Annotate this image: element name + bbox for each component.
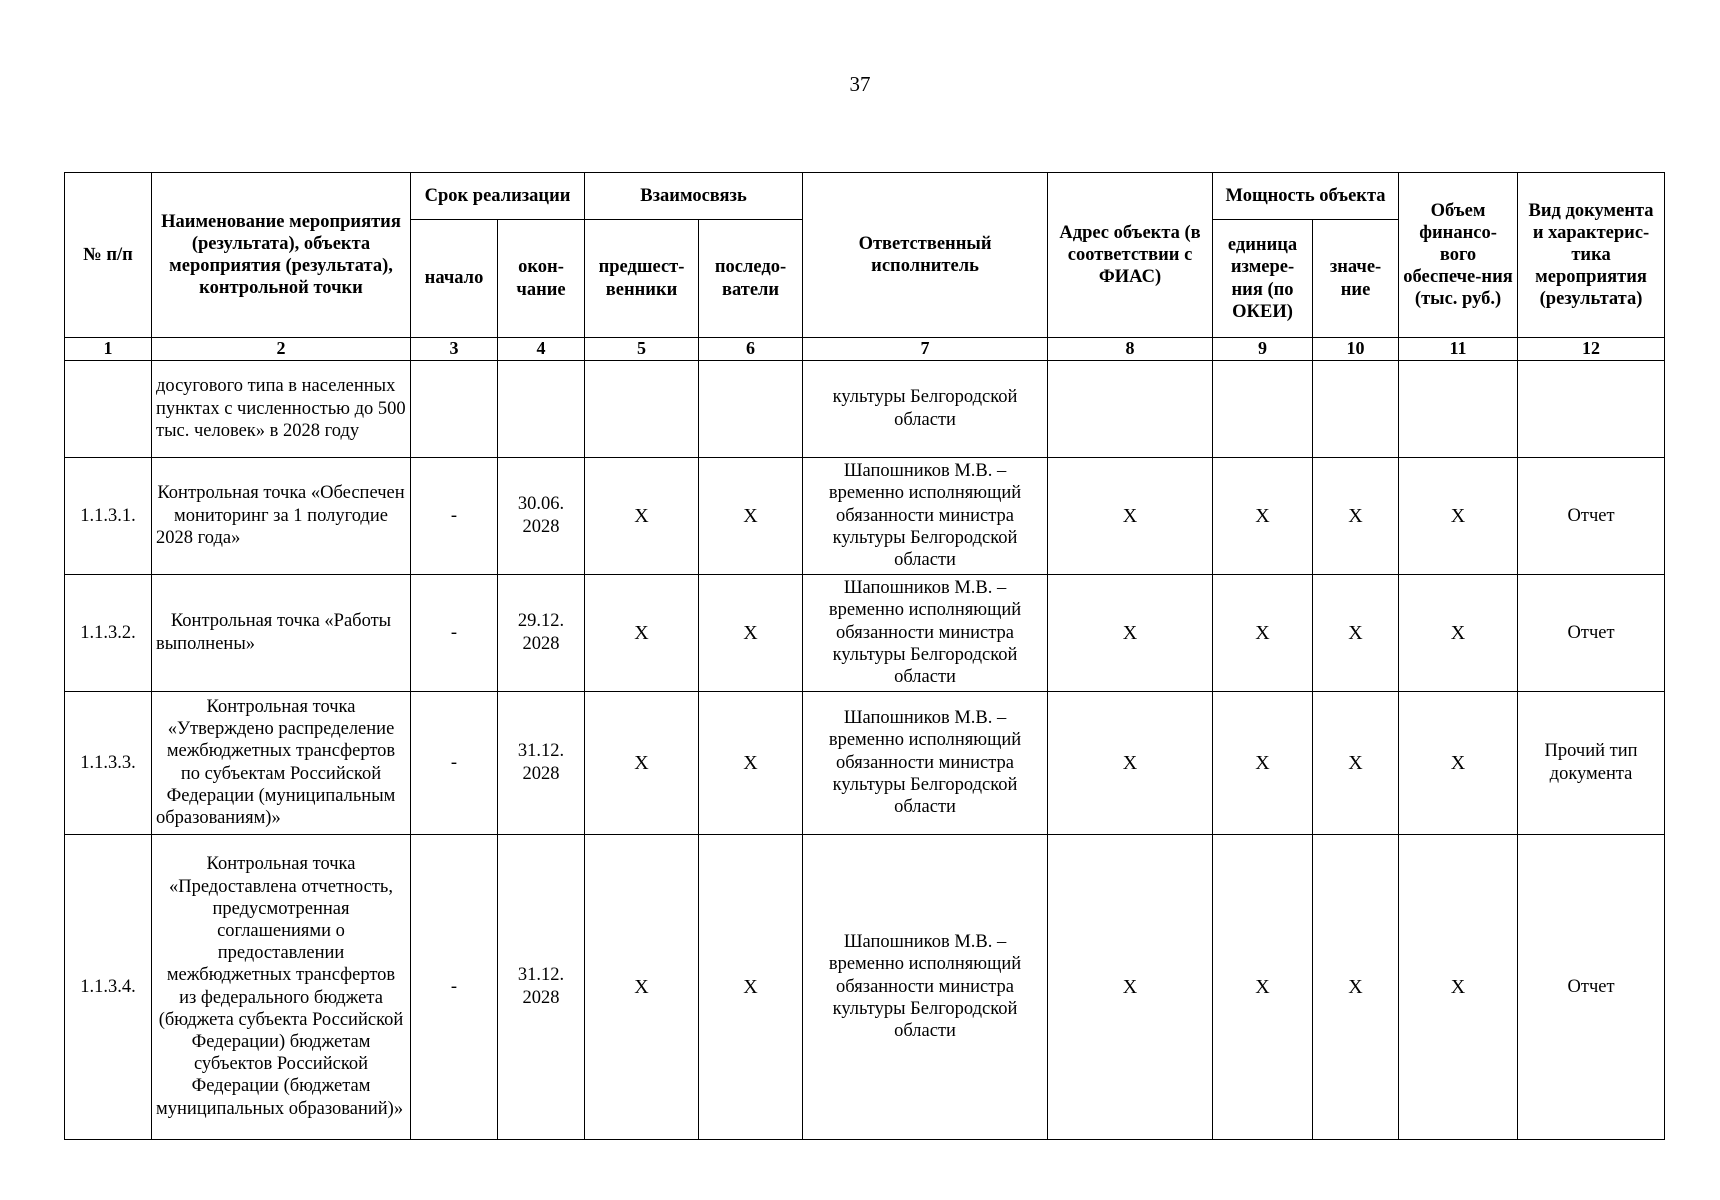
cell-value: X (1313, 574, 1399, 691)
cell-next (699, 360, 803, 457)
cell-name: досугового типа в населенных пунктах с численностью до 500 тыс. человек» в 2028 году (152, 360, 411, 457)
cell-next: X (699, 457, 803, 574)
cell-start: - (411, 574, 498, 691)
header-link-next: последо-ватели (699, 220, 803, 338)
cell-end: 31.12. 2028 (498, 834, 585, 1139)
cell-start: - (411, 691, 498, 834)
cell-funding: X (1399, 834, 1518, 1139)
cell-value: X (1313, 691, 1399, 834)
cell-responsible: Шапошников М.В. – временно исполняющий обязанности министра культуры Белгородской области (803, 834, 1048, 1139)
cell-doc: Отчет (1518, 574, 1665, 691)
header-capacity: Мощность объекта (1213, 173, 1399, 220)
column-number: 8 (1048, 338, 1213, 361)
column-number: 4 (498, 338, 585, 361)
cell-address (1048, 360, 1213, 457)
column-number: 6 (699, 338, 803, 361)
table-row (65, 691, 1665, 834)
header-link: Взаимосвязь (585, 173, 803, 220)
cell-next: X (699, 691, 803, 834)
cell-num: 1.1.3.1. (65, 457, 152, 574)
table-row (65, 834, 1665, 1139)
column-number: 10 (1313, 338, 1399, 361)
cell-address: X (1048, 457, 1213, 574)
cell-end: 29.12. 2028 (498, 574, 585, 691)
header-term-start: начало (411, 220, 498, 338)
cell-doc (1518, 360, 1665, 457)
cell-num: 1.1.3.2. (65, 574, 152, 691)
cell-num (65, 360, 152, 457)
cell-prev: X (585, 691, 699, 834)
header-name: Наименование мероприятия (результата), объекта мероприятия (результата), контрольной точки (152, 173, 411, 338)
header-num: № п/п (65, 173, 152, 338)
cell-name: Контрольная точка «Утверждено распределение межбюджетных трансфертов по субъектам Российской Федерации (муниципальным образованиям)» (152, 691, 411, 834)
table-row (65, 360, 1665, 457)
cell-start: - (411, 457, 498, 574)
header-capacity-value: значе-ние (1313, 220, 1399, 338)
column-number: 1 (65, 338, 152, 361)
cell-responsible: Шапошников М.В. – временно исполняющий обязанности министра культуры Белгородской области (803, 574, 1048, 691)
cell-num: 1.1.3.3. (65, 691, 152, 834)
cell-funding: X (1399, 457, 1518, 574)
column-number: 7 (803, 338, 1048, 361)
cell-start (411, 360, 498, 457)
cell-unit (1213, 360, 1313, 457)
cell-address: X (1048, 834, 1213, 1139)
cell-name: Контрольная точка «Предоставлена отчетность, предусмотренная соглашениями о предоставлении межбюджетных трансфертов из федерального бюджета (бюджета субъекта Российской Федерации) бюджетам субъектов Российской Федерации (бюджетам муниципальных образований)» (152, 834, 411, 1139)
cell-unit: X (1213, 691, 1313, 834)
cell-address: X (1048, 691, 1213, 834)
cell-end: 31.12. 2028 (498, 691, 585, 834)
header-doc-type: Вид документа и характерис-тика мероприятия (результата) (1518, 173, 1665, 338)
cell-prev: X (585, 457, 699, 574)
cell-doc: Прочий тип документа (1518, 691, 1665, 834)
cell-doc: Отчет (1518, 457, 1665, 574)
cell-end (498, 360, 585, 457)
cell-doc: Отчет (1518, 834, 1665, 1139)
table-row (65, 457, 1665, 574)
cell-funding: X (1399, 691, 1518, 834)
header-address: Адрес объекта (в соответствии с ФИАС) (1048, 173, 1213, 338)
cell-prev: X (585, 574, 699, 691)
cell-start: - (411, 834, 498, 1139)
column-number: 9 (1213, 338, 1313, 361)
header-funding: Объем финансо-вого обеспече-ния (тыс. руб.) (1399, 173, 1518, 338)
column-number: 11 (1399, 338, 1518, 361)
header-capacity-unit: единица измере-ния (по ОКЕИ) (1213, 220, 1313, 338)
cell-unit: X (1213, 574, 1313, 691)
cell-name: Контрольная точка «Работы выполнены» (152, 574, 411, 691)
column-number: 12 (1518, 338, 1665, 361)
cell-address: X (1048, 574, 1213, 691)
column-number: 2 (152, 338, 411, 361)
cell-funding: X (1399, 574, 1518, 691)
page-number: 37 (849, 72, 871, 96)
cell-responsible: культуры Белгородской области (803, 360, 1048, 457)
cell-responsible: Шапошников М.В. – временно исполняющий обязанности министра культуры Белгородской области (803, 691, 1048, 834)
cell-end: 30.06. 2028 (498, 457, 585, 574)
column-number: 3 (411, 338, 498, 361)
cell-next: X (699, 834, 803, 1139)
header-responsible: Ответственный исполнитель (803, 173, 1048, 338)
header-term: Срок реализации (411, 173, 585, 220)
column-number: 5 (585, 338, 699, 361)
header-link-prev: предшест-венники (585, 220, 699, 338)
cell-name: Контрольная точка «Обеспечен мониторинг за 1 полугодие 2028 года» (152, 457, 411, 574)
cell-next: X (699, 574, 803, 691)
cell-unit: X (1213, 834, 1313, 1139)
header-term-end: окон-чание (498, 220, 585, 338)
cell-value: X (1313, 834, 1399, 1139)
cell-prev (585, 360, 699, 457)
measures-table (64, 172, 1665, 1140)
cell-num: 1.1.3.4. (65, 834, 152, 1139)
cell-value (1313, 360, 1399, 457)
table-row (65, 574, 1665, 691)
cell-unit: X (1213, 457, 1313, 574)
cell-value: X (1313, 457, 1399, 574)
cell-funding (1399, 360, 1518, 457)
cell-prev: X (585, 834, 699, 1139)
cell-responsible: Шапошников М.В. – временно исполняющий обязанности министра культуры Белгородской области (803, 457, 1048, 574)
